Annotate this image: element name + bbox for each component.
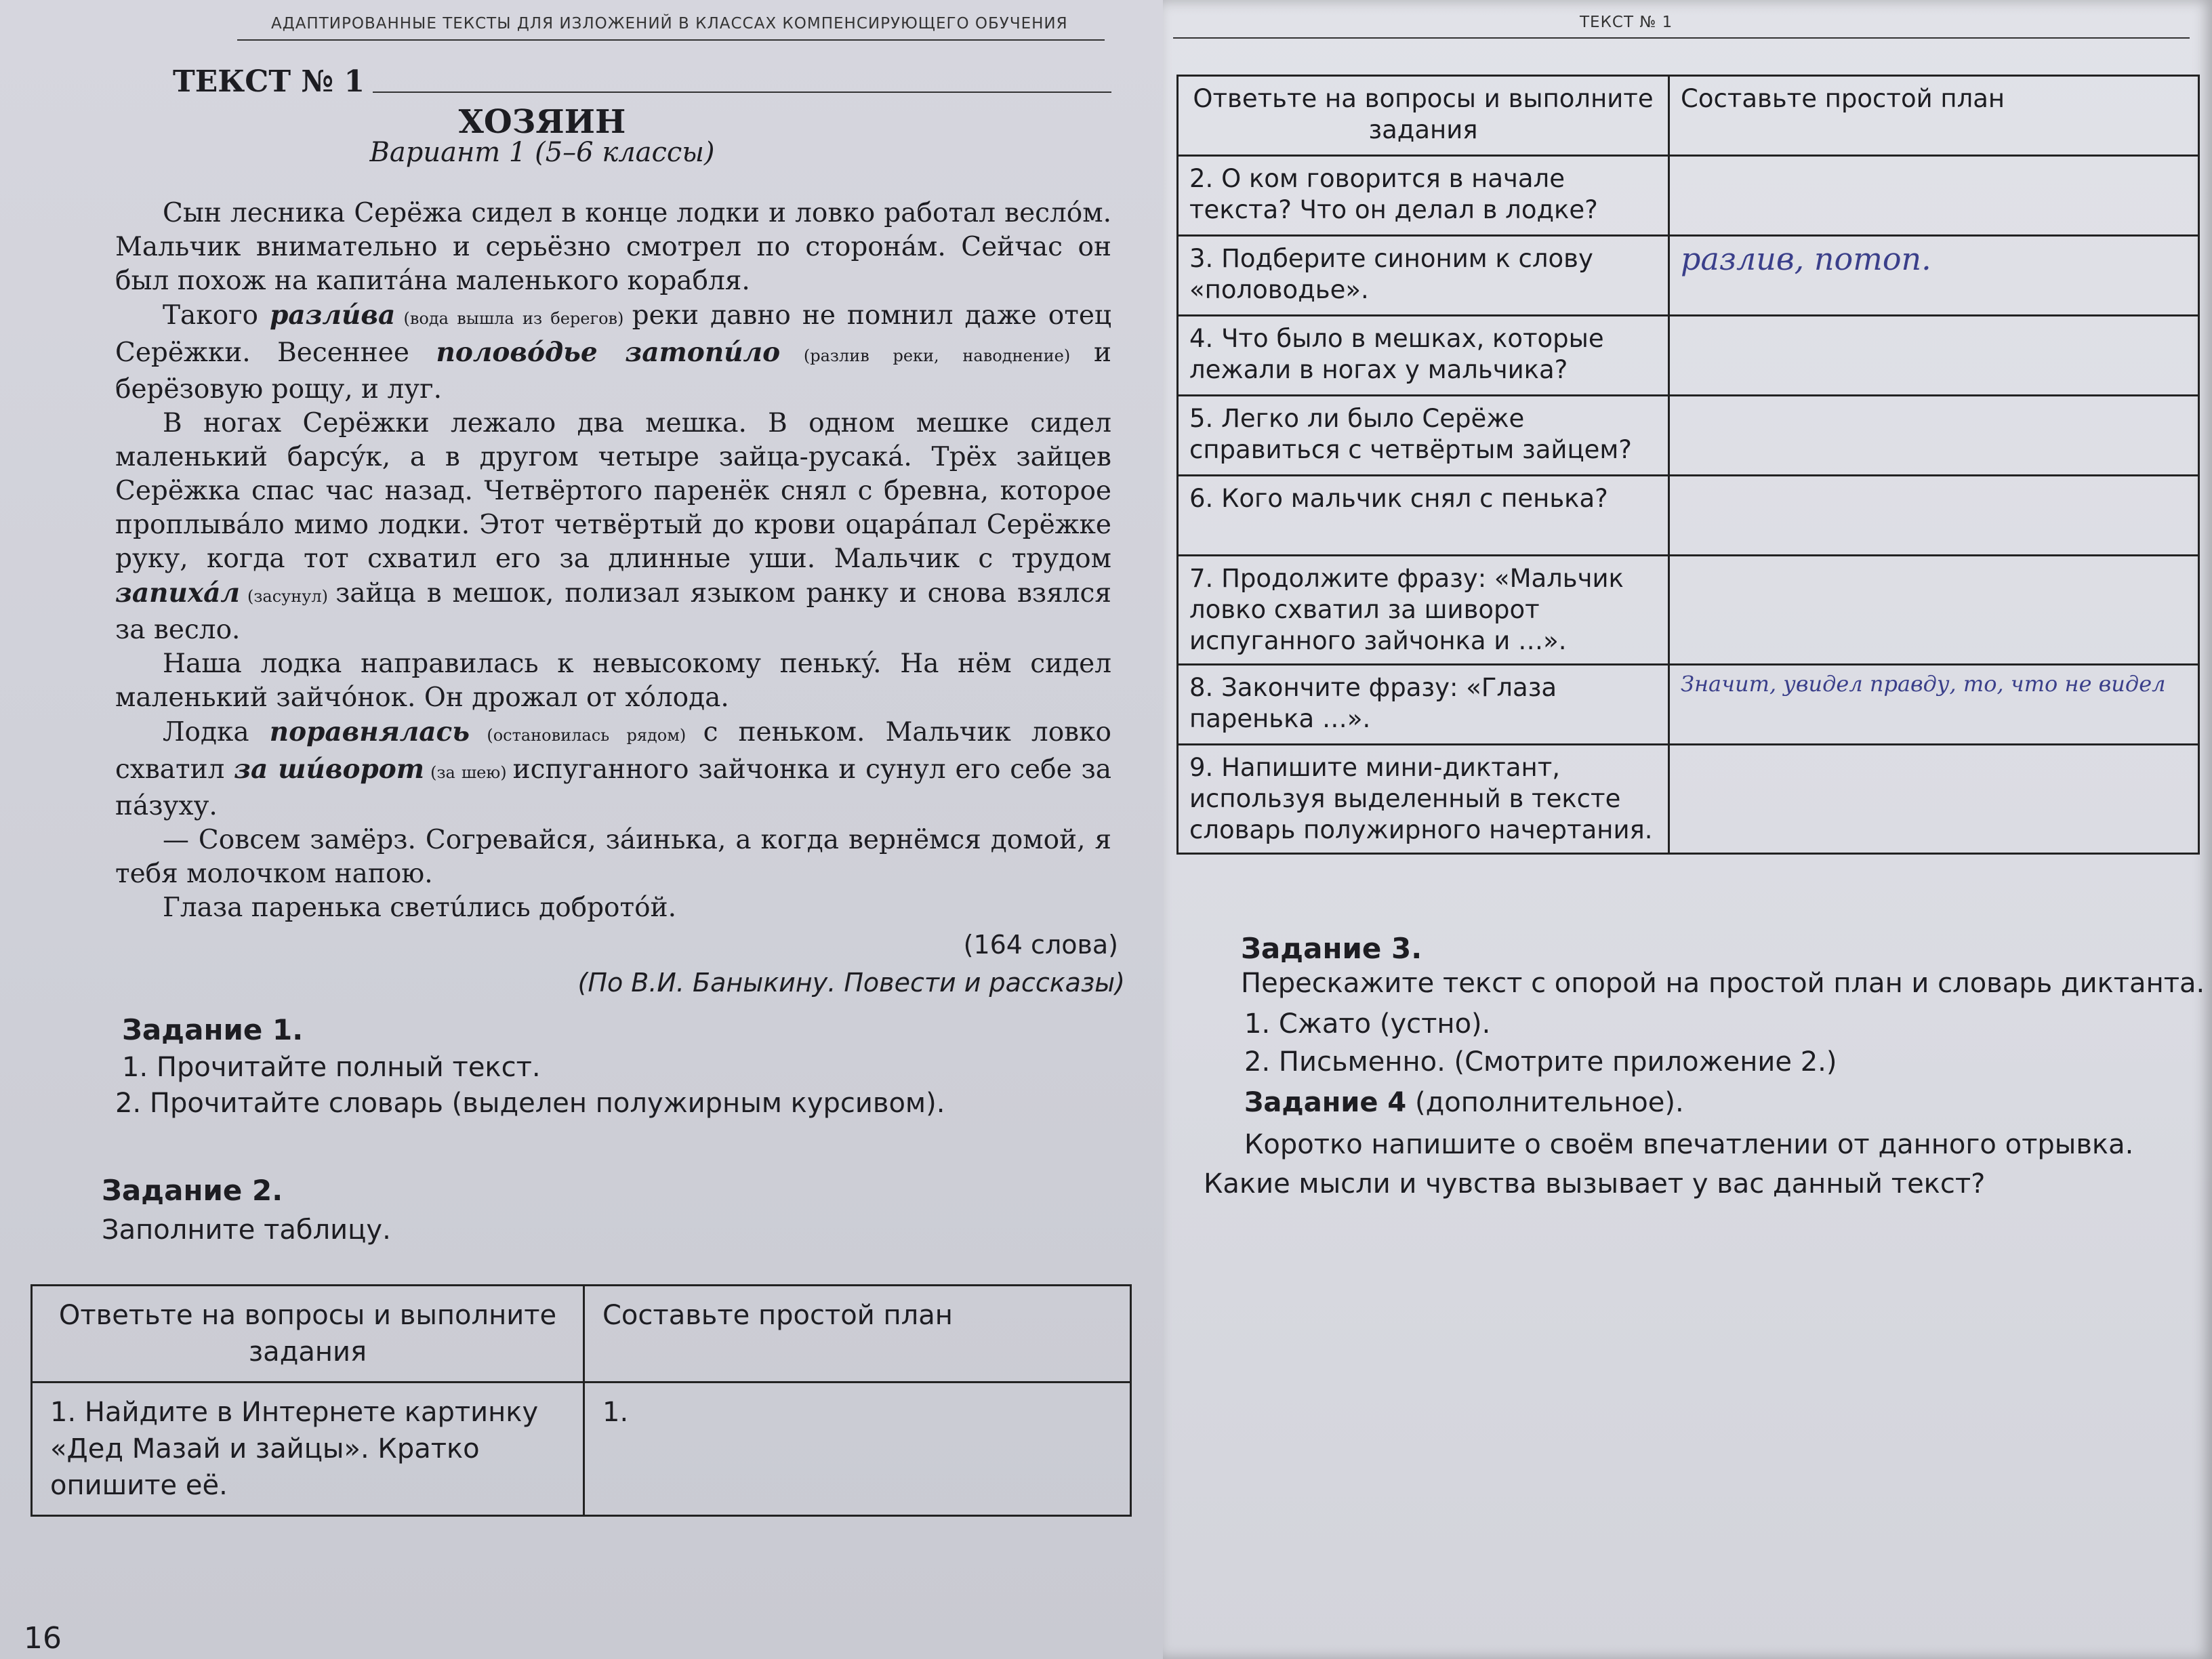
paragraph: Лодка поравнялась (остановилась рядом) с пеньком. Мальчик ловко схватил за шúворот (за шею) испуганного зайчонка и сунул его себе за пáзуху. bbox=[115, 716, 1111, 821]
question-cell: 7. Продолжите фразу: «Мальчик ловко схватил за шиворот испуганного зайчонка и …». bbox=[1178, 556, 1669, 665]
task1-item: 2. Прочитайте словарь (выделен полужирным курсивом). bbox=[115, 1088, 945, 1119]
story-text bbox=[115, 197, 1111, 925]
running-header: АДАПТИРОВАННЫЕ ТЕКСТЫ ДЛЯ ИЗЛОЖЕНИЙ В КЛАССАХ КОМПЕНСИРУЮЩЕГО ОБУЧЕНИЯ bbox=[271, 15, 1068, 33]
gloss: (остановилась рядом) bbox=[470, 726, 703, 745]
vocab-word: поравнялась bbox=[269, 716, 470, 747]
table-row bbox=[1178, 476, 2199, 556]
table-row bbox=[1178, 156, 2199, 236]
source-citation: (По В.И. Баныкину. Повести и рассказы) bbox=[577, 968, 1125, 998]
word-count: (164 слова) bbox=[963, 930, 1118, 960]
question-cell: 4. Что было в мешках, которые лежали в ногах у мальчика? bbox=[1178, 316, 1669, 396]
question-cell: 3. Подберите синоним к слову «половодье». bbox=[1178, 236, 1669, 316]
vocab-word: за шúворот bbox=[234, 754, 425, 785]
question-cell: 6. Кого мальчик снял с пенька? bbox=[1178, 476, 1669, 556]
table-row bbox=[1178, 316, 2199, 396]
table-header-cell: Ответьте на вопросы и выполните задания bbox=[32, 1286, 584, 1382]
answer-cell bbox=[1669, 745, 2199, 854]
right-page bbox=[1163, 0, 2212, 1659]
task4-heading-line bbox=[1244, 1087, 1684, 1118]
table-header-row bbox=[32, 1286, 1131, 1382]
task3-item: 2. Письменно. (Смотрите приложение 2.) bbox=[1244, 1046, 1837, 1078]
page-number: 16 bbox=[24, 1621, 62, 1656]
question-cell: 1. Найдите в Интернете картинку «Дед Мазай и зайцы». Кратко опишите её. bbox=[32, 1382, 584, 1516]
answer-cell bbox=[1669, 396, 2199, 476]
gloss: (вода вышла из берегов) bbox=[395, 309, 632, 328]
answer-cell bbox=[1669, 556, 2199, 665]
table-header-cell: Ответьте на вопросы и выполните задания bbox=[1178, 76, 1669, 156]
story-variant: Вариант 1 (5–6 классы) bbox=[369, 137, 715, 168]
plan-table-right bbox=[1176, 75, 2200, 855]
answer-cell bbox=[1669, 156, 2199, 236]
table-row bbox=[1178, 236, 2199, 316]
task4-heading: Задание 4 bbox=[1244, 1087, 1407, 1118]
task3-item: 1. Сжато (устно). bbox=[1244, 1008, 1491, 1040]
text-number: ТЕКСТ № 1 bbox=[173, 64, 365, 99]
table-row bbox=[1178, 396, 2199, 476]
handwritten-answer: Значит, увидел правду, то, что не видел bbox=[1669, 665, 2199, 745]
task1-heading: Задание 1. bbox=[122, 1013, 304, 1046]
table-header-cell: Составьте простой план bbox=[584, 1286, 1131, 1382]
vocab-word: запихáл bbox=[115, 577, 240, 609]
header-rule bbox=[237, 39, 1105, 41]
running-header: ТЕКСТ № 1 bbox=[1580, 14, 1673, 31]
task3-heading: Задание 3. bbox=[1241, 932, 1422, 965]
question-cell: 8. Закончите фразу: «Глаза паренька …». bbox=[1178, 665, 1669, 745]
question-cell: 9. Напишите мини-диктант, используя выделенный в тексте словарь полужирного начертания. bbox=[1178, 745, 1669, 854]
answer-cell bbox=[1669, 476, 2199, 556]
table-row bbox=[1178, 556, 2199, 665]
gloss: (разлив реки, наводнение) bbox=[780, 346, 1094, 365]
question-cell: 5. Легко ли было Серёже справиться с четвёртым зайцем? bbox=[1178, 396, 1669, 476]
task2-instruction: Заполните таблицу. bbox=[102, 1214, 391, 1246]
task3-text: Перескажите текст с опорой на простой план и словарь диктанта. bbox=[1241, 968, 2205, 999]
task2-heading: Задание 2. bbox=[102, 1174, 283, 1207]
table-row bbox=[32, 1382, 1131, 1516]
task4-text: Коротко напишите о своём впечатлении от данного отрывка. Какие мысли и чувства вызывает у вас данный текст? bbox=[1204, 1129, 2134, 1200]
answer-cell: 1. bbox=[584, 1382, 1131, 1516]
gloss: (засунул) bbox=[239, 587, 336, 606]
handwritten-answer: разлив, потоп. bbox=[1669, 236, 2199, 316]
title-rule bbox=[373, 91, 1111, 93]
task1-item: 1. Прочитайте полный текст. bbox=[122, 1052, 541, 1083]
task4-heading-suffix: (дополнительное). bbox=[1406, 1087, 1684, 1118]
question-cell: 2. О ком говорится в начале текста? Что он делал в лодке? bbox=[1178, 156, 1669, 236]
plan-table-left bbox=[30, 1284, 1132, 1517]
header-rule bbox=[1173, 37, 2190, 39]
paragraph: — Совсем замёрз. Согревайся, зáинька, а когда вернёмся домой, я тебя молочком напою. bbox=[115, 825, 1111, 889]
paragraph: Сын лесника Серёжа сидел в конце лодки и ловко работал веслóм. Мальчик внимательно и серьёзно смотрел по сторонáм. Сейчас он был похож на капитáна маленького корабля. bbox=[115, 198, 1111, 296]
story-title: ХОЗЯИН bbox=[458, 103, 626, 141]
gloss: (за шею) bbox=[424, 763, 513, 782]
vocab-word: половóдье затопúло bbox=[436, 337, 781, 368]
paragraph: Наша лодка направилась к невысокому пенькý. На нём сидел маленький зайчóнок. Он дрожал от хóлода. bbox=[115, 649, 1111, 713]
answer-cell bbox=[1669, 316, 2199, 396]
paragraph: Глаза паренька светúлись добротóй. bbox=[163, 893, 676, 923]
paragraph: В ногах Серёжки лежало два мешка. В одном мешке сидел маленький барсýк, а в другом четыре зайца-русакá. Трёх зайцев Серёжка спас час назад. Четвёртого паренёк снял с бревна, которое проплывáло мимо лодки. Этот четвёртый до крови оцарáпал Серёжке руку, когда тот схватил его за длинные уши. Мальчик с трудом запихáл (засунул) зайца в мешок, полизал языком ранку и снова взялся за весло. bbox=[115, 408, 1112, 645]
vocab-word: разлúва bbox=[270, 300, 396, 331]
table-row bbox=[1178, 745, 2199, 854]
table-header-row bbox=[1178, 76, 2199, 156]
paragraph: Такого разлúва (вода вышла из берегов) реки давно не помнил даже отец Серёжки. Весеннее половóдье затопúло (разлив реки, наводнение) и берёзовую рощу, и луг. bbox=[115, 300, 1111, 405]
table-row bbox=[1178, 665, 2199, 745]
table-header-cell: Составьте простой план bbox=[1669, 76, 2199, 156]
